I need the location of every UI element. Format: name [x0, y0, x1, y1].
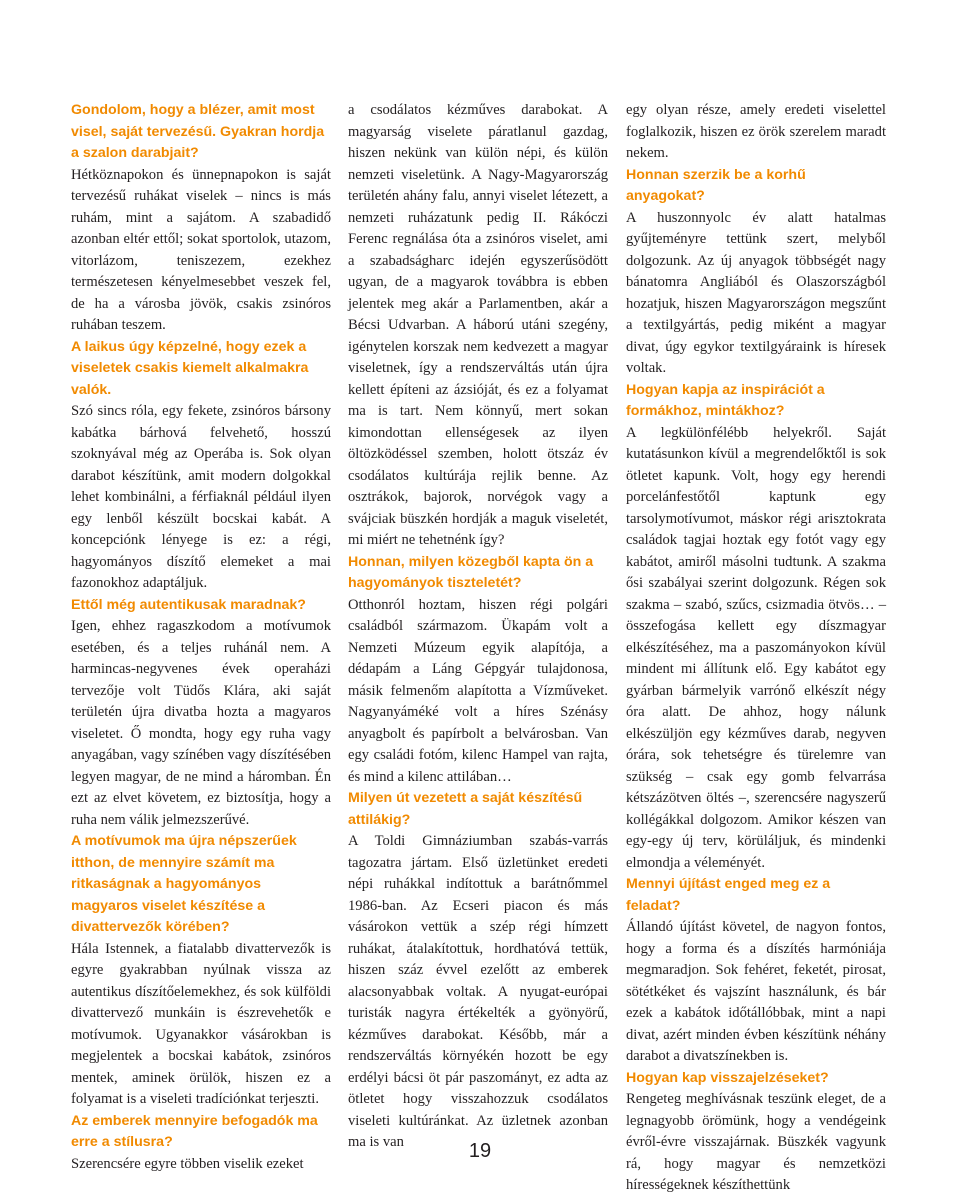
interview-question: A laikus úgy képzelné, hogy ezek a viseletek csakis kiemelt alkalmakra valók.	[71, 338, 309, 398]
interview-answer: egy olyan része, amely eredeti viselettel foglalkozik, hiszen ez örök szerelem maradt nekem.	[626, 102, 886, 161]
interview-answer: Otthonról hoztam, hiszen régi polgári családból származom. Ükapám volt a Nemzeti Múzeum egyik alapítója, a dédapám a Láng Gépgyár tulajdonosa, másik felmenőm alapította a Vízműveket. Nagyanyáméké volt a híres Szénásy anyagbolt és papírbolt a belvárosban. Van egy családi fotóm, kilenc Hampel van rajta, és mind a kilenc attilában…	[348, 596, 608, 785]
interview-question: Ettől még autentikusak maradnak?	[71, 596, 306, 613]
interview-question: Honnan, milyen közegből kapta ön a hagyományok tiszteletét?	[348, 553, 594, 591]
interview-answer: A legkülönfélébb helyekről. Saját kutatásunkon kívül a megrendelőktől is sok ötletet kapunk. Volt, hogy egy herendi porcelánfestőtől kaptunk egy tarsolymotívumot, máskor régi arisztokrata családok tagjai hoztak egy fotót vagy egy kabátot, amiről másolni tudtunk. A szakma ősi szabályai szerint dolgozunk. Régen sok szakma – szabó, szűcs, csizmadia ötvös… – összefogása kellett egy díszmagyar elkészítéséhez, ma a paszományokon kívül mindent mi állítunk elő. Egy kabátot egy gyárban bármelyik varrónő elkészít négy óra alatt. De ahhoz, hogy nálunk elkészüljön egy kézműves darab, negyven órára, sok tehetségre és türelemre van szükség – csak egy gomb felvarrása kétszázötven öltés –, szerencsére nagyszerű kollégákkal dolgozom. Amikor készen van egy-egy új terv, körüláljuk, és mindenki elmondja a véleményét.	[626, 424, 886, 871]
interview-question: Honnan szerzik be a korhű anyagokat?	[626, 166, 806, 204]
article-column-1	[71, 100, 331, 1175]
interview-answer: Állandó újítást követel, de nagyon fontos, hogy a forma és a díszítés harmóniája megmaradjon. Sok fehéret, feketét, pirosat, sötétkéket és vajszínt használunk, és bár ezek a kabátok időtállóbbak, mint a napi divat, azért minden évben készítünk néhány darabot a divatszínekben is.	[626, 919, 886, 1064]
interview-answer: Igen, ehhez ragaszkodom a motívumok esetében, és a teljes ruhánál nem. A harmincas-negyvenes évek operaházi tervezője volt Tüdős Klára, aki saját területén újra divatba hozta a magyaros viseletet. Ő mondta, hogy egy ruha vagy anyagában, vagy színében vagy díszítésében legyen magyar, de ne mind a háromban. Én ezt az elvet követem, ez biztosítja, hogy a ruha nem válik jelmezszerűvé.	[71, 618, 331, 828]
interview-answer: Rengeteg meghívásnak teszünk eleget, de a legnagyobb örömünk, hogy a vendégeink évről-évre visszajárnak. Büszkék vagyunk rá, hogy magyar és nemzetközi hírességeknek készíthettünk	[626, 1091, 886, 1193]
page-number: 19	[468, 1140, 492, 1162]
article-column-3	[626, 100, 886, 1197]
interview-answer: A huszonnyolc év alatt hatalmas gyűjteményre tettünk szert, melyből dolgozunk. Az új anyagok többségét nagy bánatomra Angliából és Olaszországból hozatjuk, hiszen Magyarországon megszűnt a textilgyártás, pedig miként a magyar divat, úgy egykor textilgyáraink is híresek voltak.	[626, 209, 886, 376]
interview-answer: A Toldi Gimnáziumban szabás-varrás tagozatra jártam. Első üzletünket eredeti népi ruhákkal indítottuk a barátnőmmel 1986-ban. Az Ecseri piacon és más vásárokon vettük a szép régi hímzett ruhákat, átalakítottuk, hordhatóvá tettük, hiszen száz évvel ezelőtt az emberek alacsonyabbak voltak. A nyugat-európai turisták nagyra értékelték a gyönyörű, kézműves darabokat. Később, már a rendszerváltás környékén hozott be egy erdélyi bácsi öt pár paszományt, ez adta az ötletet hogy visszahozzuk csodálatos viseleti kultúránkat. Az üzletnek azonban ma is van	[348, 833, 608, 1150]
interview-answer: Hétköznapokon és ünnepnapokon is saját tervezésű ruhákat viselek – nincs is más ruhám, mint a sajátom. A szabadidő azonban eltér ettől; sokat sportolok, utazom, vitorlázom, teniszezem, ezekhez természetesen kényelmesebbet veszek fel, de ha a városba jövök, csakis zsinóros ruhában teszem.	[71, 166, 331, 333]
interview-answer: Hála Istennek, a fiatalabb divattervezők is egyre gyakrabban nyúlnak vissza az autentikus díszítőelemekhez, és sok külföldi divattervező munkáin is észrevehetők e motívumok. Ugyanakkor vásárokban is megjelentek a bocskai kabátok, zsinóros mentek, aminek örülök, hiszen ez a folyamat is a viseleti tradíciónkat terjeszti.	[71, 940, 331, 1107]
interview-question: Hogyan kap visszajelzéseket?	[626, 1069, 829, 1086]
interview-question: A motívumok ma újra népszerűek itthon, de mennyire számít ma ritkaságnak a hagyományos magyaros viselet készítése a divattervezők körében?	[71, 833, 297, 935]
interview-question: Mennyi újítást enged meg ez a feladat?	[626, 876, 831, 914]
article-column-2	[348, 100, 608, 1154]
interview-question: Milyen út vezetett a saját készítésű attilákig?	[348, 790, 583, 828]
interview-question: Hogyan kapja az inspirációt a formákhoz, mintákhoz?	[626, 381, 825, 419]
interview-question: Az emberek mennyire befogadók ma erre a stílusra?	[71, 1112, 318, 1150]
interview-answer: a csodálatos kézműves darabokat. A magyarság viselete páratlanul gazdag, hiszen nekünk van külön népi, és külön nemzeti viseletünk. A Nagy-Magyarország területén ahány falu, annyi viselet létezett, a nemzeti ruházatunk pedig II. Rákóczi Ferenc regnálása óta a zsinóros viselet, ami a szabadságharc idején egyszerűsödött ugyan, de a magyarok továbbra is ebben jelentek meg akár a Parlamentben, akár a Bécsi Udvarban. A háború utáni szegény, igénytelen korszak nem kedvezett a magyar viseletnek, így a rendszerváltás után újra kellett építeni az ázsióját, és ez a folyamat ma is tart. Nem könnyű, mert sokan kimondottan ellenségesek az ilyen öltözködéssel szemben, holott ötszáz év csodálatos kultúrája rejlik benne. Az osztrákok, bajorok, norvégok vagy a svájciak büszkén hordják a maguk viseletét, mi miért ne tehetnénk így?	[348, 102, 608, 548]
interview-answer: Szó sincs róla, egy fekete, zsinóros bársony kabátka bárhová felvehető, hosszú szoknyával még az Operába is. Sok olyan darabot készítünk, amit modern dolgokkal lehet kombinálni, a férfiaknál például ilyen egy lenből készült bocskai kabát. A koncepciónk lényege is ez: a régi, hagyományos díszítő elemeket a mai fazonokhoz adaptáljuk.	[71, 403, 331, 591]
interview-answer: Szerencsére egyre többen viselik ezeket	[71, 1155, 304, 1172]
interview-question: Gondolom, hogy a blézer, amit most visel, saját tervezésű. Gyakran hordja a szalon darabjait?	[71, 102, 325, 161]
